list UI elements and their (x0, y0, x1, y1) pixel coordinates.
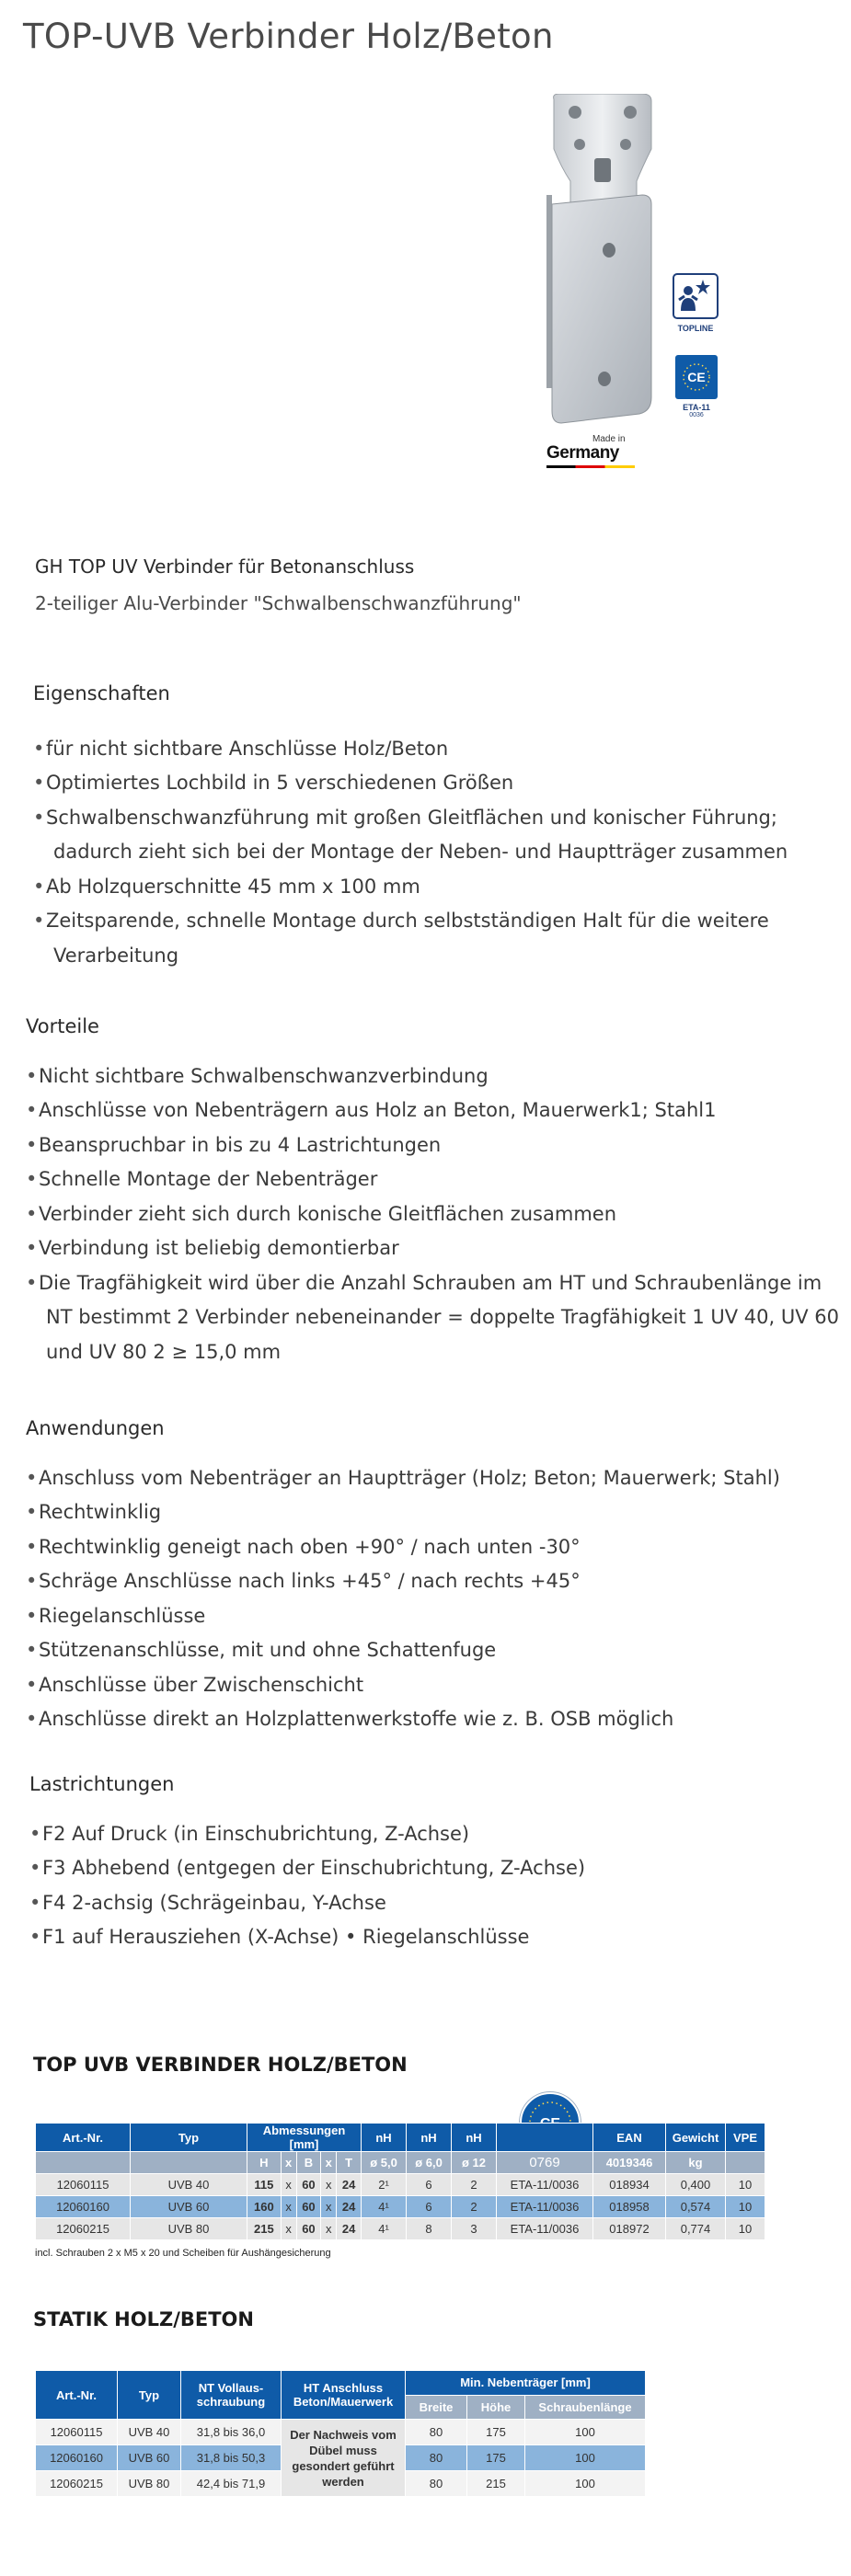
col-ean: EAN (593, 2124, 666, 2152)
made-in-label: Made in (592, 434, 626, 444)
list-item: • Die Tragfähigkeit wird über die Anzahl Schrauben am HT und Schraubenlänge im NT bestimmt 2 Verbinder nebeneinander = doppelte Tragfähigkeit 1 UV 40, UV 60 und UV 80 2 ≥ 15,0 mm (26, 1266, 839, 1370)
col-art-nr: Art.-Nr. (36, 2124, 131, 2152)
anwendungen-list (26, 1461, 780, 1737)
list-item: • Nicht sichtbare Schwalbenschwanzverbindung (26, 1059, 839, 1094)
list-item: • F2 Auf Druck (in Einschubrichtung, Z-Achse) (29, 1817, 585, 1852)
col-nt: NT Vollaus-schraubung (181, 2371, 282, 2420)
germany-label: Germany (546, 443, 619, 463)
intro-heading: GH TOP UV Verbinder für Betonanschluss (35, 555, 415, 578)
list-item: • Riegelanschlüsse (26, 1599, 780, 1634)
list-item: • Optimiertes Lochbild in 5 verschiedenen Größen (33, 766, 788, 801)
col-ht: HT Anschluss Beton/Mauerwerk (282, 2371, 406, 2420)
list-item: • Schwalbenschwanzführung mit großen Gleitflächen und konischer Führung; dadurch zieht sich bei der Montage der Neben- und Hauptträger zusammen (33, 801, 788, 870)
table-row: 12060160 UVB 60 31,8 bis 50,3 80 175 100 (36, 2445, 646, 2471)
list-item: • Anschlüsse über Zwischenschicht (26, 1668, 780, 1703)
anwendungen-section (26, 1412, 780, 1737)
table-row: 12060215 UVB 80 215 x 60 x 24 4¹ 8 3 ETA-11/0036 018972 0,774 10 (36, 2218, 765, 2240)
list-item: • Schräge Anschlüsse nach links +45° / nach rechts +45° (26, 1564, 780, 1599)
list-item: • Anschlüsse von Nebenträgern aus Holz an Beton, Mauerwerk1; Stahl1 (26, 1093, 839, 1128)
list-item: • Ab Holzquerschnitte 45 mm x 100 mm (33, 870, 788, 905)
list-item: • Verbinder zieht sich durch konische Gleitflächen zusammen (26, 1197, 839, 1232)
table-row: 12060215 UVB 80 42,4 bis 71,9 80 215 100 (36, 2471, 646, 2497)
page-title: TOP-UVB Verbinder Holz/Beton (23, 17, 554, 56)
vorteile-list (26, 1059, 839, 1370)
list-item: • für nicht sichtbare Anschlüsse Holz/Beton (33, 732, 788, 767)
table-row: 12060115 UVB 40 115 x 60 x 24 2¹ 6 2 ETA-11/0036 018934 0,400 10 (36, 2174, 765, 2196)
eigenschaften-section (33, 677, 788, 973)
table-row: 12060160 UVB 60 160 x 60 x 24 4¹ 6 2 ETA-11/0036 018958 0,574 10 (36, 2196, 765, 2218)
anwendungen-heading: Anwendungen (26, 1417, 165, 1439)
ce-mark-icon (675, 355, 718, 399)
col-typ: Typ (131, 2124, 247, 2152)
lastrichtungen-section (29, 1768, 585, 1955)
intro-subheading: 2-teiliger Alu-Verbinder "Schwalbenschwanzführung" (35, 591, 522, 614)
lastrichtungen-heading: Lastrichtungen (29, 1773, 175, 1795)
vorteile-section (26, 1010, 839, 1369)
eta-label: ETA-11 (683, 403, 710, 412)
svg-text:CE: CE (687, 370, 706, 384)
eigenschaften-list (33, 732, 788, 974)
list-item: • Verbindung ist beliebig demontierbar (26, 1231, 839, 1266)
list-item: • Rechtwinklig (26, 1495, 780, 1530)
list-item: • F1 auf Herausziehen (X-Achse) • Riegelanschlüsse (29, 1920, 585, 1955)
topline-icon (672, 272, 719, 320)
lastrichtungen-list (29, 1817, 585, 1955)
eta-sub-label: 0036 (689, 412, 704, 418)
col-nh: nH (362, 2124, 407, 2152)
col-abmessungen: Abmessungen [mm] (247, 2124, 362, 2152)
german-flag-stripe (546, 465, 635, 468)
list-item: • Zeitsparende, schnelle Montage durch selbstständigen Halt für die weitere Verarbeitung (33, 904, 788, 973)
list-item: • Beanspruchbar in bis zu 4 Lastrichtungen (26, 1128, 839, 1163)
connector-product-image (534, 94, 672, 429)
intro-section (35, 550, 522, 621)
topline-label: TOPLINE (677, 324, 714, 333)
table1-heading: TOP UVB VERBINDER HOLZ/BETON (33, 2054, 408, 2076)
statik-table: Art.-Nr. Typ NT Vollaus-schraubung HT Anschluss Beton/Mauerwerk Min. Nebenträger [mm] Breite Höhe Schraubenlänge 12060115 UVB 40 31,8 bis 36,0 Der Nachweis vom Dübel muss gesondert geführt werden 80 175 100 12060160 UVB 60 31,8 bis 50,3 80 175 100 12060215 UVB 80 42,4 bis 71,9 80 215 100 (35, 2370, 646, 2497)
col-eta (497, 2124, 593, 2152)
table1-footnote: incl. Schrauben 2 x M5 x 20 und Scheiben für Aushängesicherung (35, 2248, 331, 2259)
col-art-nr: Art.-Nr. (36, 2371, 118, 2420)
ce-eta-badge (675, 355, 718, 418)
table-row: 12060115 UVB 40 31,8 bis 36,0 Der Nachweis vom Dübel muss gesondert geführt werden 80 175 100 (36, 2420, 646, 2445)
col-vpe: VPE (726, 2124, 765, 2152)
eigenschaften-heading: Eigenschaften (33, 682, 170, 704)
list-item: • Anschlüsse direkt an Holzplattenwerkstoffe wie z. B. OSB möglich (26, 1702, 780, 1737)
table2-heading: STATIK HOLZ/BETON (33, 2308, 254, 2330)
list-item: • Stützenanschlüsse, mit und ohne Schattenfuge (26, 1633, 780, 1668)
list-item: • Rechtwinklig geneigt nach oben +90° / nach unten -30° (26, 1530, 780, 1565)
list-item: • Anschluss vom Nebenträger an Hauptträger (Holz; Beton; Mauerwerk; Stahl) (26, 1461, 780, 1496)
col-nh: nH (407, 2124, 452, 2152)
col-typ: Typ (118, 2371, 181, 2420)
dübel-note: Der Nachweis vom Dübel muss gesondert geführt werden (282, 2420, 406, 2497)
col-min-nebentraeger: Min. Nebenträger [mm] (406, 2371, 646, 2396)
list-item: • F4 2-achsig (Schrägeinbau, Y-Achse (29, 1886, 585, 1921)
list-item: • F3 Abhebend (entgegen der Einschubrichtung, Z-Achse) (29, 1851, 585, 1886)
vorteile-heading: Vorteile (26, 1015, 99, 1037)
list-item: • Schnelle Montage der Nebenträger (26, 1162, 839, 1197)
product-table: Art.-Nr. Typ Abmessungen [mm] nH nH nH EAN Gewicht VPE H x B x T ø 5,0 ø 6,0 ø 12 0769 4019346 kg 12060115 UVB 40 115 x 60 x 24 2¹ 6 2 ETA-11/0036 018934 0,400 10 12060160 UVB 60 160 x 60 x 24 4¹ 6 2 ETA-11/0036 018958 0,574 10 12060215 UVB 80 215 x 60 x 24 4¹ 8 3 ETA-11/0036 018972 0,774 10 (35, 2123, 765, 2240)
svg-text:CE: CE (539, 2116, 561, 2132)
topline-badge (672, 272, 719, 337)
col-nh: nH (452, 2124, 497, 2152)
col-gewicht: Gewicht (666, 2124, 726, 2152)
made-in-germany-logo (546, 432, 635, 469)
